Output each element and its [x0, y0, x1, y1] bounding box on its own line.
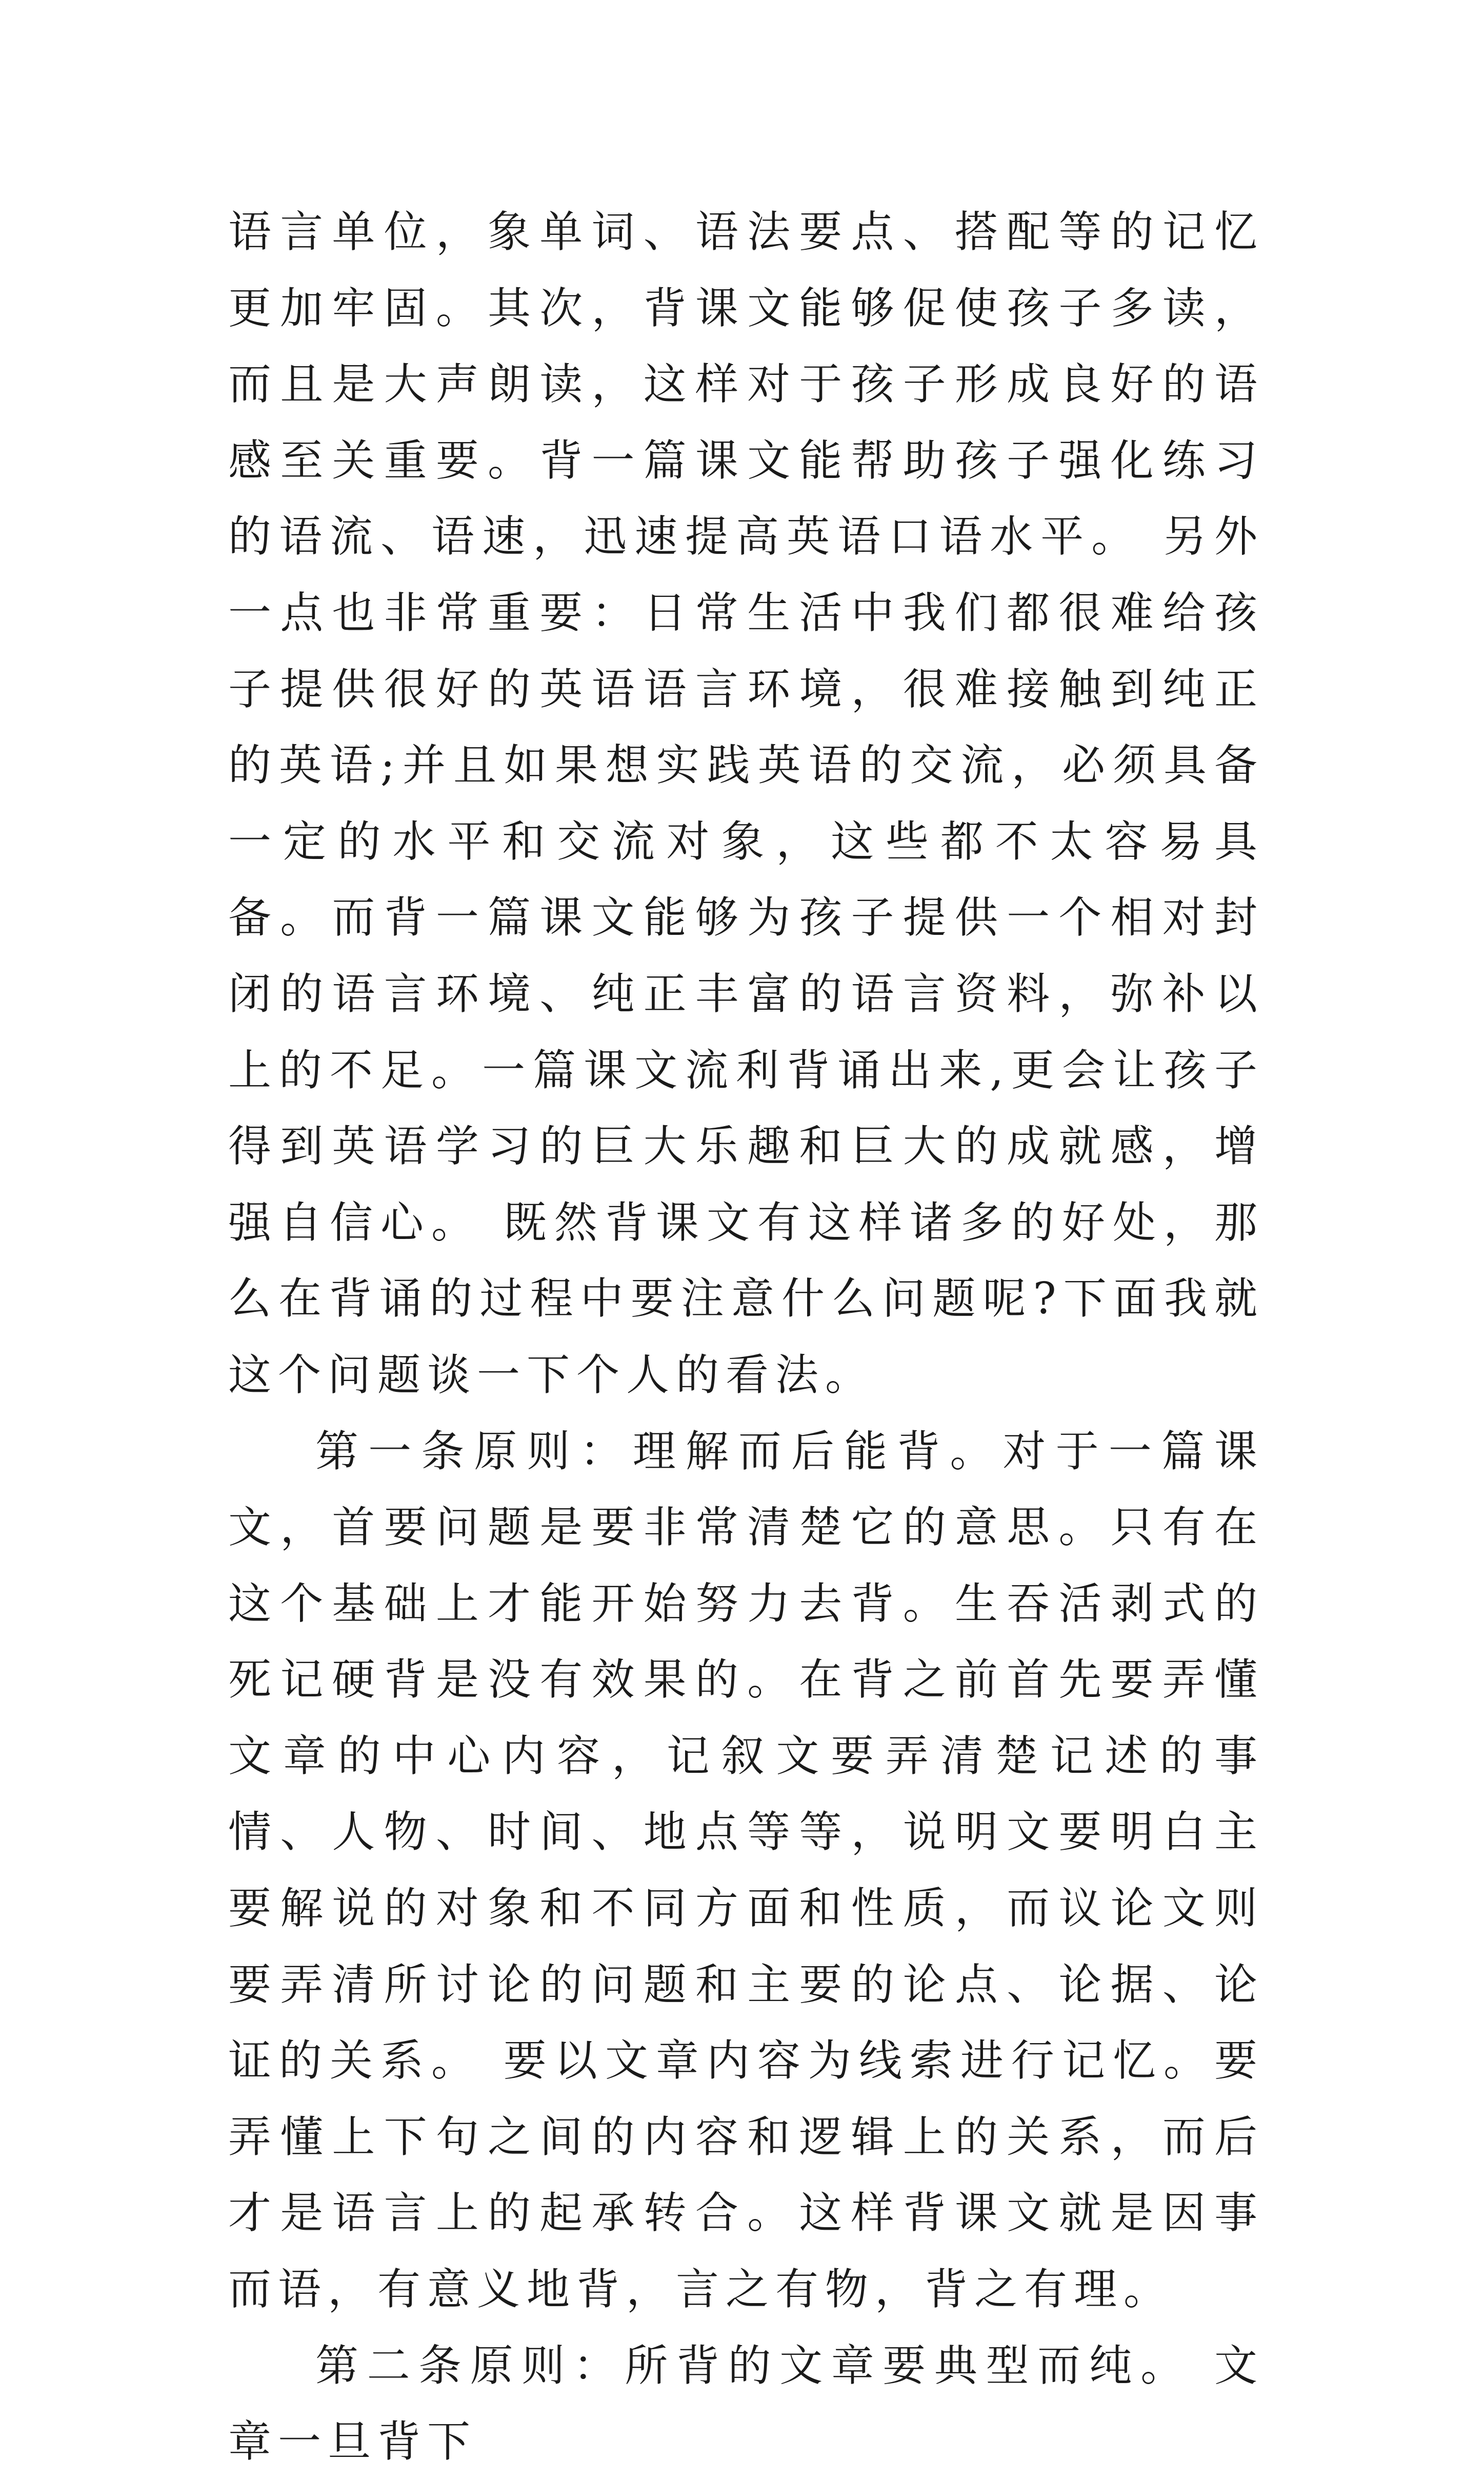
paragraph-principle-one: 第一条原则：理解而后能背。对于一篇课文，首要问题是要非常清楚它的意思。只有在这个基础上才能开始努力去背。生吞活剥式的死记硬背是没有效果的。在背之前首先要弄懂文章的中心内容，记叙文要弄清楚记述的事情、人物、时间、地点等等，说明文要明白主要解说的对象和不同方面和性质，而议论文则要弄清所讨论的问题和主要的论点、论据、论证的关系。 要以文章内容为线索进行记忆。要弄懂上下句之间的内容和逻辑上的关系，而后才是语言上的起承转合。这样背课文就是因事而语，有意义地背，言之有物，背之有理。 — [228, 1426, 1264, 2315]
body-text — [228, 194, 1264, 2480]
paragraph-continuation: 语言单位，象单词、语法要点、搭配等的记忆更加牢固。其次，背课文能够促使孩子多读，而且是大声朗读，这样对于孩子形成良好的语感至关重要。背一篇课文能帮助孩子强化练习的语流、语速，迅速提高英语口语水平。 另外一点也非常重要：日常生活中我们都很难给孩子提供很好的英语语言环境，很难接触到纯正的英语;并且如果想实践英语的交流，必须具备一定的水平和交流对象，这些都不太容易具备。而背一篇课文能够为孩子提供一个相对封闭的语言环境、纯正丰富的语言资料，弥补以上的不足。一篇课文流利背诵出来,更会让孩子得到英语学习的巨大乐趣和巨大的成就感，增强自信心。 既然背课文有这样诸多的好处，那么在背诵的过程中要注意什么问题呢?下面我就这个问题谈一下个人的看法。 — [228, 207, 1264, 1400]
paragraph-principle-two: 第二条原则：所背的文章要典型而纯。 文章一旦背下 — [228, 2340, 1264, 2467]
